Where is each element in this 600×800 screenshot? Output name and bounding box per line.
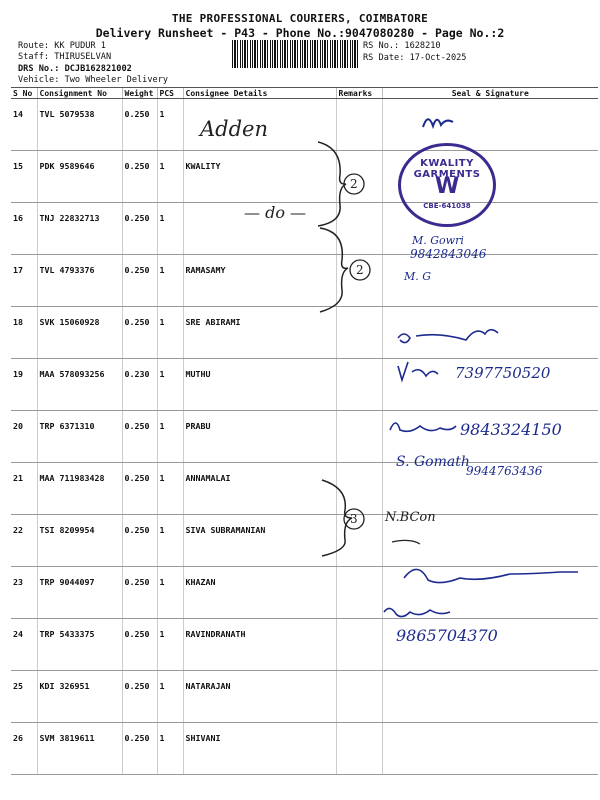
- stamp-logo-icon: W: [435, 174, 460, 199]
- rs-number: RS No.: 1628210: [363, 41, 441, 51]
- row-sno: 14: [11, 99, 37, 151]
- row-sno: 23: [11, 567, 37, 619]
- vehicle-label: Vehicle: Two Wheeler Delivery: [18, 75, 169, 85]
- row-consignee: KHAZAN: [183, 567, 336, 619]
- row-consignment-no: TVL 4793376: [37, 255, 122, 307]
- row-weight: 0.250: [122, 515, 157, 567]
- row-sno: 24: [11, 619, 37, 671]
- row-sno: 16: [11, 203, 37, 255]
- rs-date: RS Date: 17-Oct-2025: [363, 53, 467, 63]
- row-consignment-no: MAA 578093256: [37, 359, 122, 411]
- row-consignment-no: TNJ 22832713: [37, 203, 122, 255]
- company-title: THE PROFESSIONAL COURIERS, COIMBATORE: [171, 12, 429, 25]
- col-pcs: PCS: [157, 88, 183, 99]
- signature-row17-name: M. Gowri: [412, 234, 464, 247]
- staff-label: Staff: THIRUSELVAN: [18, 52, 112, 62]
- row-consignee: KWALITY: [183, 151, 336, 203]
- row-consignee: ANNAMALAI: [183, 463, 336, 515]
- row-sno: 17: [11, 255, 37, 307]
- stamp-name: KWALITY GARMENTS: [413, 158, 481, 180]
- row-pcs: 1: [157, 203, 183, 255]
- row-weight: 0.250: [122, 203, 157, 255]
- row-consignment-no: KDI 326951: [37, 671, 122, 723]
- row-sno: 15: [11, 151, 37, 203]
- row-pcs: 1: [157, 99, 183, 151]
- row-consignee: PRABU: [183, 411, 336, 463]
- row-weight: 0.250: [122, 567, 157, 619]
- row-consignment-no: TRP 6371310: [37, 411, 122, 463]
- row-pcs: 1: [157, 463, 183, 515]
- row-consignment-no: PDK 9589646: [37, 151, 122, 203]
- row-pcs: 1: [157, 307, 183, 359]
- row-consignee: SHIVANI: [183, 723, 336, 775]
- company-seal-stamp: [398, 143, 496, 227]
- handwriting-do: — do —: [244, 203, 307, 222]
- row-sno: 26: [11, 723, 37, 775]
- row-sno: 20: [11, 411, 37, 463]
- bracket-count-3: 3: [350, 512, 358, 526]
- col-seal-signature: Seal & Signature: [382, 88, 598, 99]
- signature-row17-phone: 9842843046: [410, 247, 487, 261]
- row-consignment-no: MAA 711983428: [37, 463, 122, 515]
- handwriting-adden: Adden: [200, 117, 269, 141]
- row-weight: 0.250: [122, 151, 157, 203]
- route-label: Route: KK PUDUR 1: [18, 41, 106, 51]
- row-weight: 0.250: [122, 255, 157, 307]
- row-consignee: SRE ABIRAMI: [183, 307, 336, 359]
- row-sno: 18: [11, 307, 37, 359]
- col-remarks: Remarks: [336, 88, 382, 99]
- row-weight: 0.230: [122, 359, 157, 411]
- row-consignment-no: TVL 5079538: [37, 99, 122, 151]
- signature-row22-name: S. Gomath: [396, 454, 470, 470]
- row-pcs: 1: [157, 151, 183, 203]
- row-weight: 0.250: [122, 99, 157, 151]
- col-sno: S No: [11, 88, 37, 99]
- signature-row26-phone: 9865704370: [396, 626, 498, 645]
- signature-row18: M. G: [404, 270, 432, 283]
- row-weight: 0.250: [122, 619, 157, 671]
- row-pcs: 1: [157, 671, 183, 723]
- row-consignment-no: TRP 9044097: [37, 567, 122, 619]
- row-weight: 0.250: [122, 411, 157, 463]
- row-sno: 25: [11, 671, 37, 723]
- signature-row23: N.BCon: [385, 510, 436, 525]
- row-pcs: 1: [157, 723, 183, 775]
- bracket-count-2b: 2: [356, 263, 364, 277]
- signature-row20-phone: 7397750520: [455, 364, 551, 382]
- row-weight: 0.250: [122, 463, 157, 515]
- row-sno: 21: [11, 463, 37, 515]
- drs-number: DRS No.: DCJB162821002: [18, 64, 132, 74]
- row-weight: 0.250: [122, 723, 157, 775]
- row-pcs: 1: [157, 359, 183, 411]
- row-consignment-no: SVM 3819611: [37, 723, 122, 775]
- row-weight: 0.250: [122, 671, 157, 723]
- row-pcs: 1: [157, 515, 183, 567]
- row-consignee: RAMASAMY: [183, 255, 336, 307]
- row-sno: 19: [11, 359, 37, 411]
- col-consignee: Consignee Details: [183, 88, 336, 99]
- row-consignment-no: TSI 8209954: [37, 515, 122, 567]
- row-sno: 22: [11, 515, 37, 567]
- row-consignee: SIVA SUBRAMANIAN: [183, 515, 336, 567]
- row-consignment-no: TRP 5433375: [37, 619, 122, 671]
- row-pcs: 1: [157, 411, 183, 463]
- row-weight: 0.250: [122, 307, 157, 359]
- row-pcs: 1: [157, 255, 183, 307]
- row-pcs: 1: [157, 619, 183, 671]
- col-consignment: Consignment No: [37, 88, 122, 99]
- bracket-count-2a: 2: [350, 177, 358, 191]
- signature-row22-phone: 9944763436: [466, 464, 543, 478]
- runsheet-subtitle: Delivery Runsheet - P43 - Phone No.:9047080280 - Page No.:2: [95, 26, 505, 40]
- row-consignee: MUTHU: [183, 359, 336, 411]
- row-consignment-no: SVK 15060928: [37, 307, 122, 359]
- stamp-pin: CBE-641038: [423, 202, 471, 210]
- col-weight: Weight: [122, 88, 157, 99]
- signature-row21-phone: 9843324150: [460, 420, 562, 439]
- row-consignee: RAVINDRANATH: [183, 619, 336, 671]
- row-pcs: 1: [157, 567, 183, 619]
- row-consignee: NATARAJAN: [183, 671, 336, 723]
